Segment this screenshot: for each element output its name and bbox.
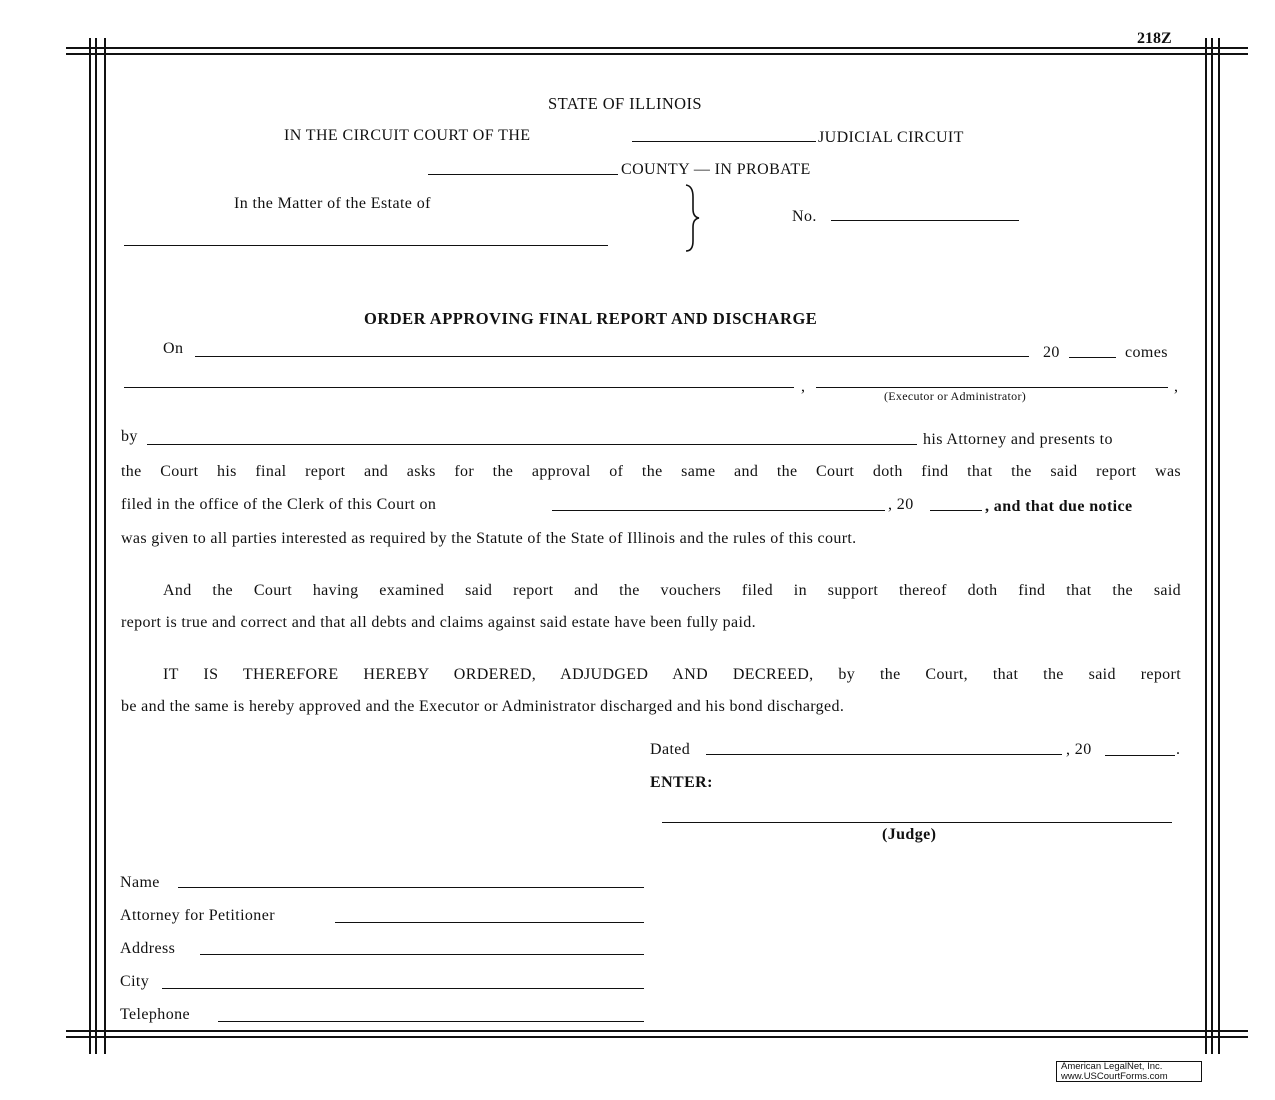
attorney-field[interactable] — [147, 444, 917, 445]
case-no-label: No. — [792, 208, 817, 225]
county-field[interactable] — [428, 174, 618, 175]
dated-year-prefix: , 20 — [1066, 741, 1092, 758]
address-field[interactable] — [200, 954, 644, 955]
name-label: Name — [120, 874, 160, 891]
year-prefix-label: 20 — [1043, 344, 1060, 361]
name-field[interactable] — [178, 887, 644, 888]
by-label: by — [121, 428, 138, 445]
para2-line1: And the Court having examined said report and the vouchers filed in support thereof doth find that the said — [163, 582, 1181, 599]
telephone-field[interactable] — [218, 1021, 644, 1022]
dated-label: Dated — [650, 741, 691, 758]
comma-1: , — [801, 378, 806, 395]
estate-matter-label: In the Matter of the Estate of — [234, 195, 431, 212]
attorney-for-label: Attorney for Petitioner — [120, 907, 275, 924]
body-text-given: was given to all parties interested as required by the Statute of the State of Illinois and the rules of this court. — [121, 530, 857, 547]
judicial-circuit-field[interactable] — [632, 141, 816, 142]
city-label: City — [120, 973, 150, 990]
judge-label: (Judge) — [882, 826, 937, 843]
attorney-presents-text: his Attorney and presents to — [923, 431, 1113, 448]
para3-line2: be and the same is hereby approved and the Executor or Administrator discharged and his bond discharged. — [121, 698, 845, 715]
petitioner-name-field[interactable] — [124, 387, 794, 388]
order-title: ORDER APPROVING FINAL REPORT AND DISCHARGE — [364, 309, 818, 328]
address-label: Address — [120, 940, 176, 957]
publisher-name: American LegalNet, Inc. — [1061, 1061, 1163, 1072]
publisher-box — [1056, 1061, 1202, 1082]
on-label: On — [163, 340, 184, 357]
estate-name-field[interactable] — [124, 245, 608, 246]
date-field[interactable] — [195, 356, 1029, 357]
state-heading: STATE OF ILLINOIS — [548, 94, 702, 113]
form-number: 218Z — [1137, 30, 1172, 47]
publisher-website[interactable]: www.USCourtForms.com — [1061, 1071, 1168, 1082]
attorney-for-field[interactable] — [335, 922, 644, 923]
due-notice-text: , and that due notice — [985, 498, 1133, 515]
para3-line1: IT IS THEREFORE HEREBY ORDERED, ADJUDGED AND DECREED, by the Court, that the said report — [163, 666, 1181, 683]
comes-label: comes — [1125, 344, 1168, 361]
city-field[interactable] — [162, 988, 644, 989]
year-field[interactable] — [1069, 357, 1116, 358]
dated-period: . — [1176, 741, 1181, 758]
dated-field[interactable] — [706, 754, 1062, 755]
case-no-field[interactable] — [831, 220, 1019, 221]
dated-year-field[interactable] — [1105, 755, 1175, 756]
court-prefix: IN THE CIRCUIT COURT OF THE — [284, 127, 531, 144]
para2-line2: report is true and correct and that all debts and claims against said estate have been fully paid. — [121, 614, 756, 631]
body-text-court: the Court his final report and asks for the approval of the same and the Court doth find that the said report was — [121, 463, 1181, 480]
judge-signature-field[interactable] — [662, 822, 1172, 823]
filed-date-field[interactable] — [552, 510, 885, 511]
filed-year-field[interactable] — [930, 510, 982, 511]
county-label: COUNTY — IN PROBATE — [621, 161, 811, 178]
enter-label: ENTER: — [650, 774, 713, 791]
executor-field[interactable] — [816, 387, 1168, 388]
caption-brace — [680, 183, 706, 253]
filed-text: filed in the office of the Clerk of this Court on — [121, 496, 437, 513]
executor-caption: (Executor or Administrator) — [884, 389, 1027, 403]
telephone-label: Telephone — [120, 1006, 191, 1023]
comma-2: , — [1174, 378, 1179, 395]
filed-year-prefix: , 20 — [888, 496, 914, 513]
court-suffix: JUDICIAL CIRCUIT — [818, 129, 964, 146]
